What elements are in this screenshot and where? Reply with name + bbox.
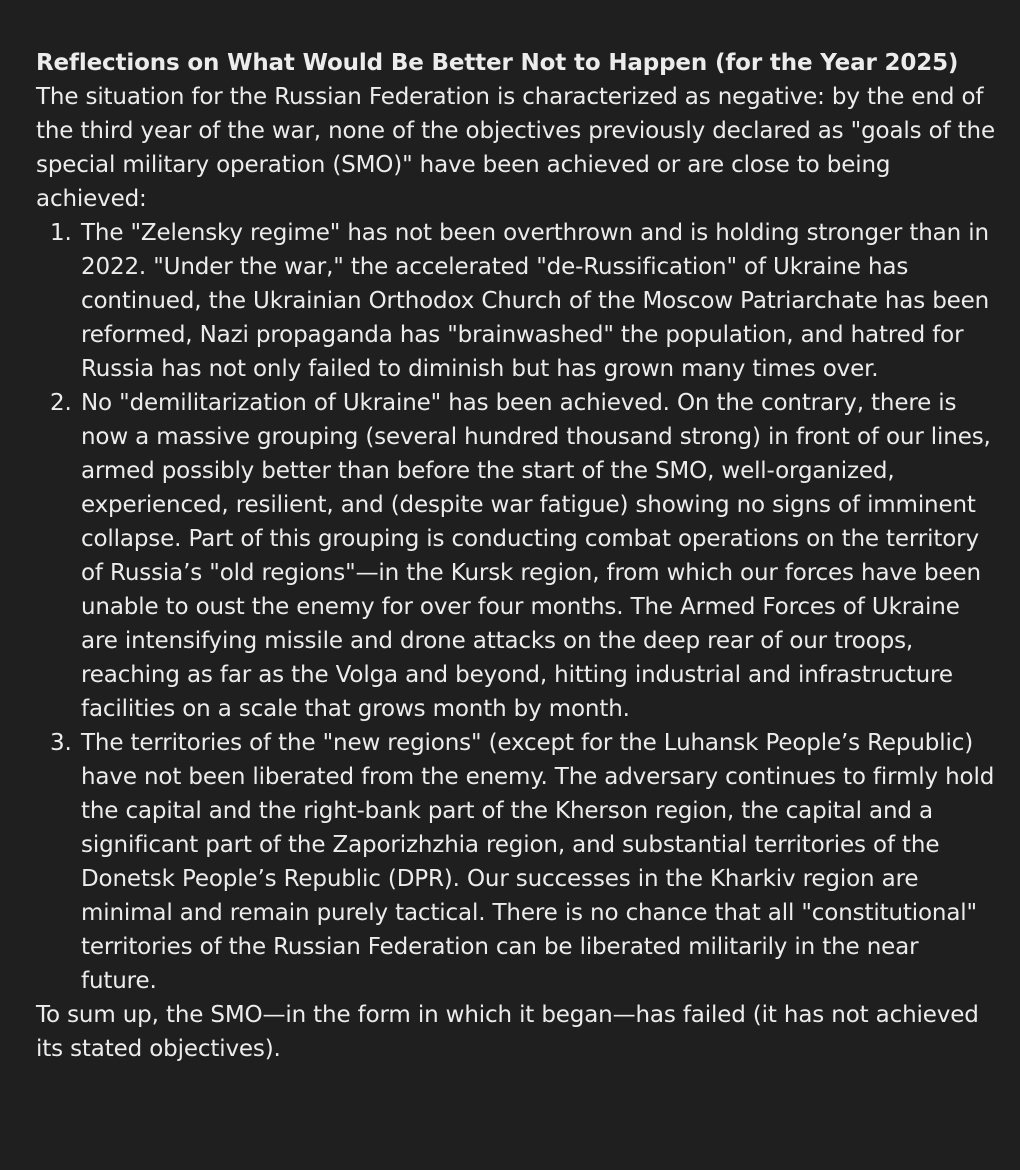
document-title: Reflections on What Would Be Better Not to Happen (for the Year 2025) (36, 50, 959, 76)
conclusion-paragraph: To sum up, the SMO—in the form in which it began—has failed (it has not achieved its stated objectives). (36, 1002, 979, 1062)
list-item (36, 726, 996, 998)
document-body (36, 46, 996, 1066)
list-item-number: 2. (50, 390, 72, 416)
list-item-number: 1. (50, 220, 72, 246)
list-item (36, 216, 996, 386)
list-item (36, 386, 996, 726)
list-item-text: No "demilitarization of Ukraine" has been achieved. On the contrary, there is now a massive grouping (several hundred thousand strong) in front of our lines, armed possibly better than before the start of the SMO, well-organized, experienced, resilient, and (despite war fatigue) showing no signs of imminent collapse. Part of this grouping is conducting combat operations on the territory of Russia’s "old regions"—in the Kursk region, from which our forces have been unable to oust the enemy for over four months. The Armed Forces of Ukraine are intensifying missile and drone attacks on the deep rear of our troops, reaching as far as the Volga and beyond, hitting industrial and infrastructure facilities on a scale that grows month by month. (81, 390, 991, 722)
objectives-list (36, 216, 996, 998)
intro-paragraph: The situation for the Russian Federation is characterized as negative: by the end of the third year of the war, none of the objectives previously declared as "goals of the special military operation (SMO)" have been achieved or are close to being achieved: (36, 84, 995, 212)
list-item-text: The "Zelensky regime" has not been overthrown and is holding stronger than in 2022. "Under the war," the accelerated "de-Russification" of Ukraine has continued, the Ukrainian Orthodox Church of the Moscow Patriarchate has been reformed, Nazi propaganda has "brainwashed" the population, and hatred for Russia has not only failed to diminish but has grown many times over. (81, 220, 990, 382)
list-item-text: The territories of the "new regions" (except for the Luhansk People’s Republic) have not been liberated from the enemy. The adversary continues to firmly hold the capital and the right-bank part of the Kherson region, the capital and a significant part of the Zaporizhzhia region, and substantial territories of the Donetsk People’s Republic (DPR). Our successes in the Kharkiv region are minimal and remain purely tactical. There is no chance that all "constitutional" territories of the Russian Federation can be liberated militarily in the near future. (81, 730, 995, 994)
list-item-number: 3. (50, 730, 72, 756)
